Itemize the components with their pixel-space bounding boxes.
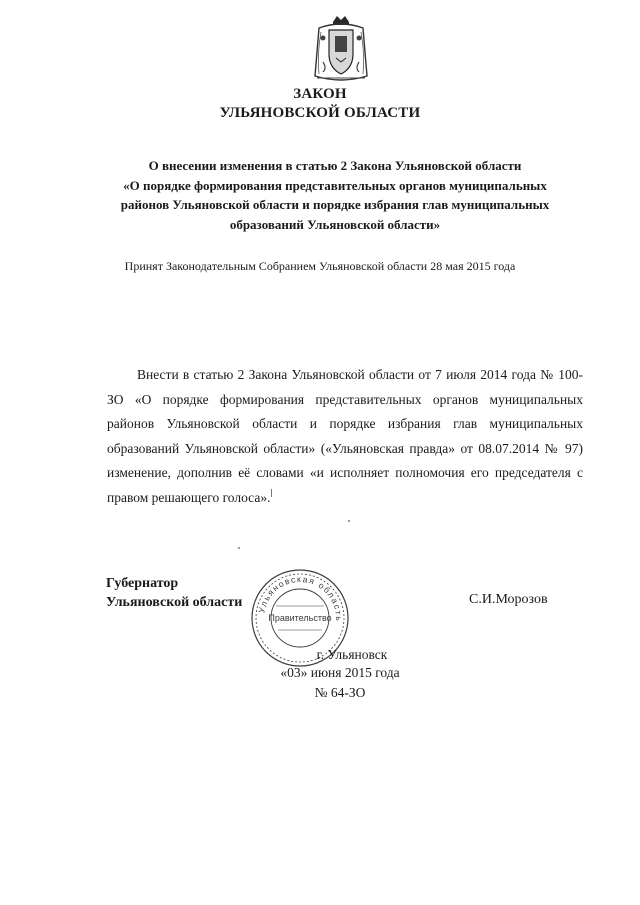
coat-of-arms-icon [309, 14, 373, 86]
document-region: УЛЬЯНОВСКОЙ ОБЛАСТИ [219, 105, 421, 121]
document-title: ЗАКОН [293, 86, 347, 102]
seal-center-text: Правительство [268, 613, 332, 623]
subject-line: образований Ульяновской области» [229, 216, 441, 232]
issue-date: «03» июня 2015 года [280, 665, 400, 680]
law-number: № 64-ЗО [314, 685, 366, 700]
seal-ring-text: Ульяновская область [256, 573, 345, 623]
signatory-position-line: Ульяновской области [106, 595, 243, 610]
subject-line: О внесении изменения в статью 2 Закона Ульяновской области [148, 158, 522, 173]
signatory-name: С.И.Морозов [469, 592, 548, 607]
subject-line: районов Ульяновской области и порядке избрания глав муниципальных [120, 197, 550, 212]
subject-line: «О порядке формирования представительных органов муниципальных [123, 177, 547, 193]
law-subject [90, 156, 580, 234]
signatory-position [106, 574, 242, 612]
scan-speck [238, 547, 240, 549]
scan-speck [348, 520, 350, 522]
signatory-position-line: Губернатор [106, 576, 179, 591]
adoption-note: Принят Законодательным Собранием Ульяновской области 28 мая 2015 года [124, 259, 516, 273]
law-body-paragraph: Внести в статью 2 Закона Ульяновской области от 7 июля 2014 года № 100-ЗО «О порядке формирования представительных органов муниципальных районов Ульяновской области и порядке избрания глав муниципальных образований Ульяновской области» («Ульяновская правда» от 08.07.2014 № 97) изменение, дополнив её словами «и исполняет полномочия его председателя с правом решающего голоса». [107, 367, 583, 505]
issue-place: г. Ульяновск [316, 647, 388, 662]
scan-speck [271, 489, 272, 497]
